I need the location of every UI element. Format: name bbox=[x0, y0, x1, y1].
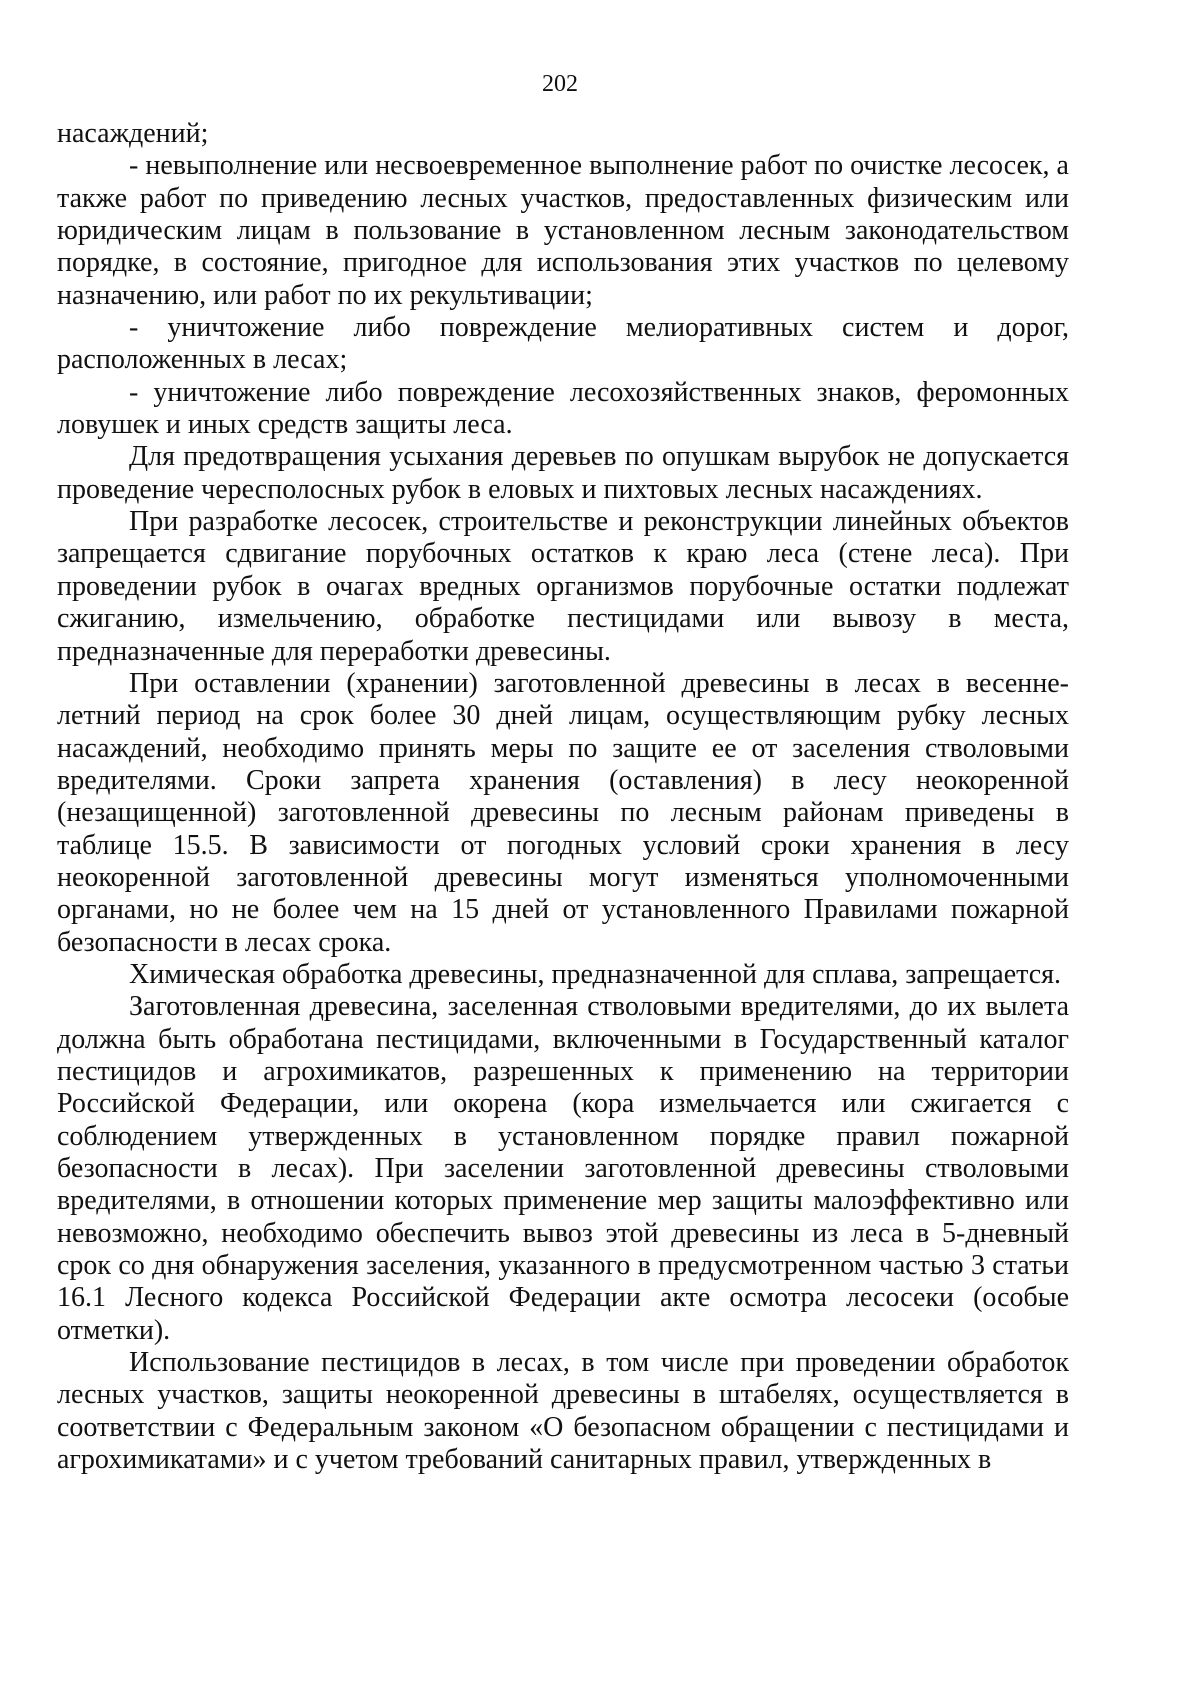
paragraph-timber-storage: При оставлении (хранении) заготовленной древесины в лесах в весенне-летний период на срок более 30 дней лицам, осуществляющим рубку лесных насаждений, необходимо принять меры по защите ее от заселения стволовыми вредителями. Сроки запрета хранения (оставления) в лесу неокоренной (незащищенной) заготовленной древесины по лесным районам приведены в таблице 15.5. В зависимости от погодных условий сроки хранения в лесу неокоренной заготовленной древесины могут изменяться уполномоченными органами, но не более чем на 15 дней от установленного Правилами пожарной безопасности в лесах срока. bbox=[57, 667, 1069, 958]
paragraph-logging-residues: При разработке лесосек, строительстве и реконструкции линейных объектов запрещается сдвигание порубочных остатков к краю леса (стене леса). При проведении рубок в очагах вредных организмов порубочные остатки подлежат сжиганию, измельчению, обработке пестицидами или вывозу в места, предназначенные для переработки древесины. bbox=[57, 506, 1069, 667]
paragraph-drying-prevention: Для предотвращения усыхания деревьев по опушкам вырубок не допускается проведение чересполосных рубок в еловых и пихтовых лесных насаждениях. bbox=[57, 441, 1069, 505]
page-number: 202 bbox=[542, 71, 578, 97]
list-item-forest-signs: - уничтожение либо повреждение лесохозяйственных знаков, феромонных ловушек и иных средств защиты леса. bbox=[57, 376, 1069, 441]
paragraph-infested-timber: Заготовленная древесина, заселенная стволовыми вредителями, до их вылета должна быть обработана пестицидами, включенными в Государственный каталог пестицидов и агрохимикатов, разрешенных к применению на территории Российской Федерации, или окорена (кора измельчается или сжигается с соблюдением утвержденных в установленном порядке правил пожарной безопасности в лесах). При заселении заготовленной древесины стволовыми вредителями, в отношении которых применение мер защиты малоэффективно или невозможно, необходимо обеспечить вывоз этой древесины из леса в 5-дневный срок со дня обнаружения заселения, указанного в предусмотренном частью 3 статьи 16.1 Лесного кодекса Российской Федерации акте осмотра лесосеки (особые отметки). bbox=[57, 991, 1069, 1346]
paragraph-continuation: насаждений; bbox=[57, 118, 209, 149]
body-text bbox=[57, 118, 1069, 1476]
list-item-clearing-works: - невыполнение или несвоевременное выполнение работ по очистке лесосек, а также работ по приведению лесных участков, предоставленных физическим или юридическим лицам в пользование в установленном лесным законодательством порядке, в состояние, пригодное для использования этих участков по целевому назначению, или работ по их рекультивации; bbox=[57, 150, 1069, 311]
paragraph-chemical-treatment: Химическая обработка древесины, предназначенной для сплава, запрещается. bbox=[129, 958, 1062, 990]
paragraph-pesticide-use: Использование пестицидов в лесах, в том числе при проведении обработок лесных участков, защиты неокоренной древесины в штабелях, осуществляется в соответствии с Федеральным законом «О безопасном обращении с пестицидами и агрохимикатами» и с учетом требований санитарных правил, утвержденных в bbox=[57, 1347, 1069, 1476]
list-item-reclamation-systems: - уничтожение либо повреждение мелиоративных систем и дорог, расположенных в лесах; bbox=[57, 312, 1069, 376]
